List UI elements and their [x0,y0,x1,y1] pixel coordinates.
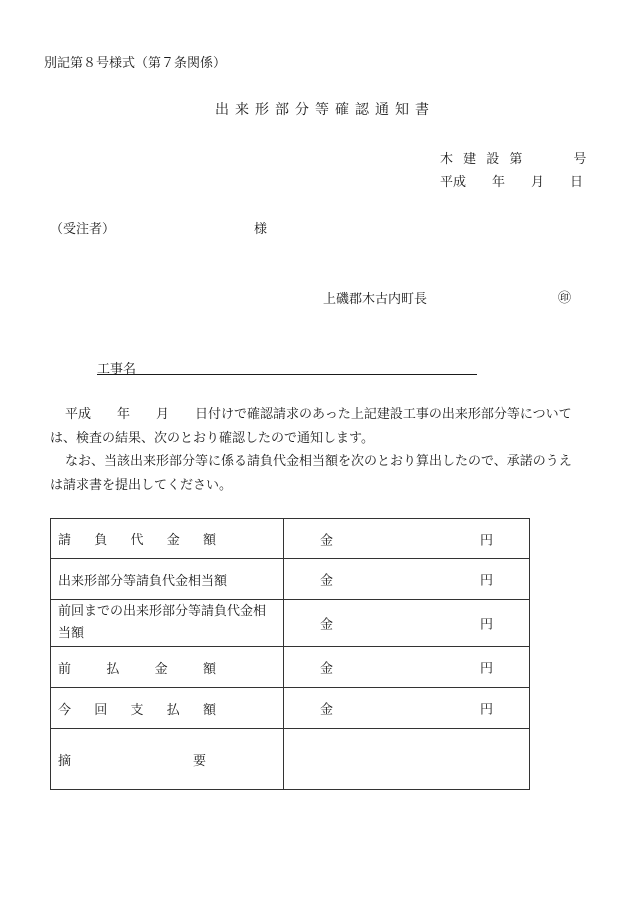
work-name-underline [97,374,477,375]
recipient-honorific: 様 [254,222,268,237]
row-value-advance-payment [284,647,530,688]
work-name-label: 工事名 [97,362,137,377]
row-value-previous-portion [284,600,530,647]
table-row [51,647,530,688]
row-label-advance-payment [51,647,284,688]
document-date: 平成 年 月 日 [440,175,584,190]
label-char: 要 [192,753,206,769]
row-label-current-payment [51,688,284,729]
kin-label: 金 [320,702,334,718]
amounts-table [50,518,530,790]
document-number: 木 建 設 第 号 [440,152,590,167]
row-value-current-payment [284,688,530,729]
label-char: 回 [94,702,108,718]
label-char: 代 [130,533,144,548]
label-char: 支 [130,702,144,718]
label-char: 金 [154,661,168,677]
label-char: 額 [202,702,216,718]
yen-label: 円 [479,533,493,548]
issuer-name: 上磯郡木古内町長 [323,292,428,307]
label-char: 請 [58,533,72,548]
body-paragraph-2: なお、当該出来形部分等に係る請負代金相当額を次のとおり算出したので、承諾のうえは請求書を提出してください。 [50,454,572,493]
label-char: 額 [202,661,216,677]
body-paragraph-1: 平成 年 月 日付けで確認請求のあった上記建設工事の出来形部分等については、検査の結果、次のとおり確認したので通知します。 [50,407,572,446]
kin-label: 金 [320,533,334,548]
row-label-previous-portion: 前回までの出来形部分等請負代金相当額 [51,600,284,647]
row-value-contract-amount [284,519,530,559]
row-value-remarks[interactable] [284,729,530,790]
label-char: 金 [166,533,180,548]
seal-mark: ㊞ [558,291,572,306]
row-label-remarks [51,729,284,790]
kin-label: 金 [320,617,334,633]
label-char: 払 [166,702,180,718]
table-row [51,519,530,559]
label-char: 今 [58,702,72,718]
kin-label: 金 [320,573,334,589]
form-reference: 別記第８号様式（第７条関係） [44,56,227,71]
label-char: 前 [58,661,72,677]
table-row [51,559,530,600]
yen-label: 円 [479,617,493,633]
yen-label: 円 [479,573,493,589]
row-label-contract-amount [51,519,284,559]
table-row [51,688,530,729]
row-label-completed-portion: 出来形部分等請負代金相当額 [51,559,284,600]
yen-label: 円 [479,702,493,718]
label-char: 額 [202,533,216,548]
recipient-label: （受注者） [50,222,116,237]
document-title: 出来形部分等確認通知書 [215,102,435,118]
kin-label: 金 [320,661,334,677]
row-value-completed-portion [284,559,530,600]
label-char: 払 [106,661,120,677]
yen-label: 円 [479,661,493,677]
label-char: 摘 [58,753,72,769]
label-char: 負 [94,533,108,548]
table-row [51,729,530,790]
table-row [51,600,530,647]
